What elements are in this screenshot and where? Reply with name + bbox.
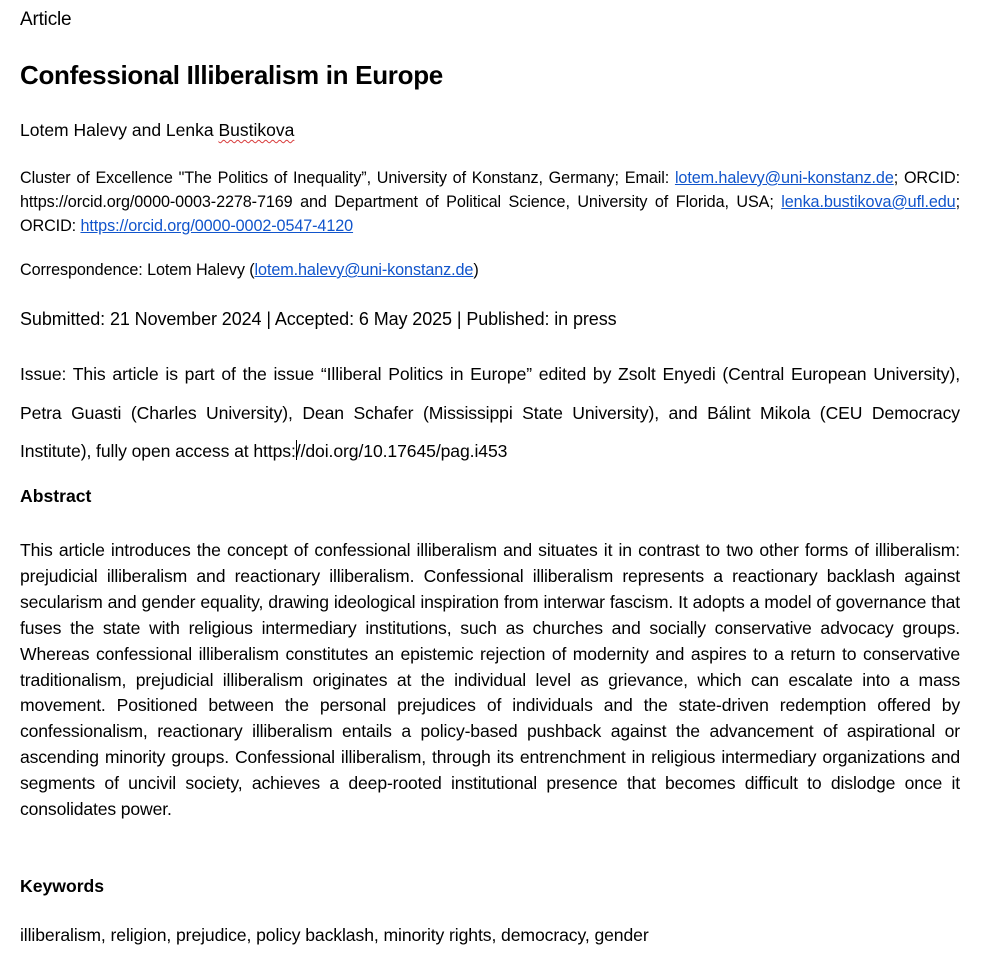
issue-text-after-cursor: //doi.org/10.17645/pag.i453 [295, 441, 508, 462]
author-line [20, 120, 294, 141]
spellcheck-flagged-word[interactable]: Bustikova [218, 120, 295, 140]
affiliation-text-3: ; ORCID: [20, 192, 960, 235]
affiliation-text-2: ; ORCID: https://orcid.org/0000-0003-2278-7169 and Department of Political Science, University of Florida, USA; [20, 169, 960, 211]
abstract-body: This article introduces the concept of confessional illiberalism and situates it in contrast to two other forms of illiberalism: prejudicial illiberalism and reactionary illiberalism. Confessional illiberalism represents a reactionary backlash against secularism and gender equality, drawing ideological inspiration from interwar fascism. It adopts a model of governance that fuses the state with religious intermediary institutions, such as churches and socially conservative advocacy groups. Whereas confessional illiberalism constitutes an epistemic rejection of modernity and aspires to a return to conservative traditionalism, prejudicial illiberalism originates at the individual level as grievance, which can escalate into a mass movement. Positioned between the personal prejudices of individuals and the state-driven redemption offered by confessionalism, reactionary illiberalism entails a policy-based pushback against the advancement of aspirational or ascending minority groups. Confessional illiberalism, through its entrenchment in religious intermediary organizations and segments of uncivil society, achieves a deep-rooted institutional presence that becomes difficult to dislodge once it consolidates power. [20, 540, 960, 820]
abstract-heading: Abstract [20, 486, 92, 506]
correspondence-suffix: ) [473, 261, 479, 279]
affiliation-text-1: Cluster of Excellence "The Politics of Inequality”, University of Konstanz, Germany; Email: [20, 169, 675, 187]
issue-text-before-cursor: Issue: This article is part of the issue “Illiberal Politics in Europe” edited by Zsolt Enyedi (Central European University), Petra Guasti (Charles University), Dean Schafer (Mississippi State University), and Bálint Mikola (CEU Democracy Institute), fully open access at https: [20, 364, 960, 462]
correspondence-line [20, 261, 479, 280]
correspondence-email-link[interactable]: lotem.halevy@uni-konstanz.de [254, 261, 474, 279]
article-title: Confessional Illiberalism in Europe [20, 60, 443, 90]
correspondence-prefix: Correspondence: Lotem Halevy ( [20, 261, 255, 279]
email-link-bustikova[interactable]: lenka.bustikova@ufl.edu [781, 192, 956, 211]
orcid-link-bustikova[interactable]: https://orcid.org/0000-0002-0547-4120 [80, 216, 354, 235]
article-type-label: Article [20, 9, 72, 30]
author-names: Lotem Halevy and Lenka [20, 120, 219, 140]
affiliation-paragraph [20, 167, 960, 238]
email-link-halevy[interactable]: lotem.halevy@uni-konstanz.de [674, 169, 894, 187]
issue-paragraph [20, 355, 960, 471]
keywords-list: illiberalism, religion, prejudice, policy backlash, minority rights, democracy, gender [20, 925, 649, 945]
publication-dates: Submitted: 21 November 2024 | Accepted: 6 May 2025 | Published: in press [20, 309, 617, 329]
keywords-heading: Keywords [20, 876, 105, 896]
